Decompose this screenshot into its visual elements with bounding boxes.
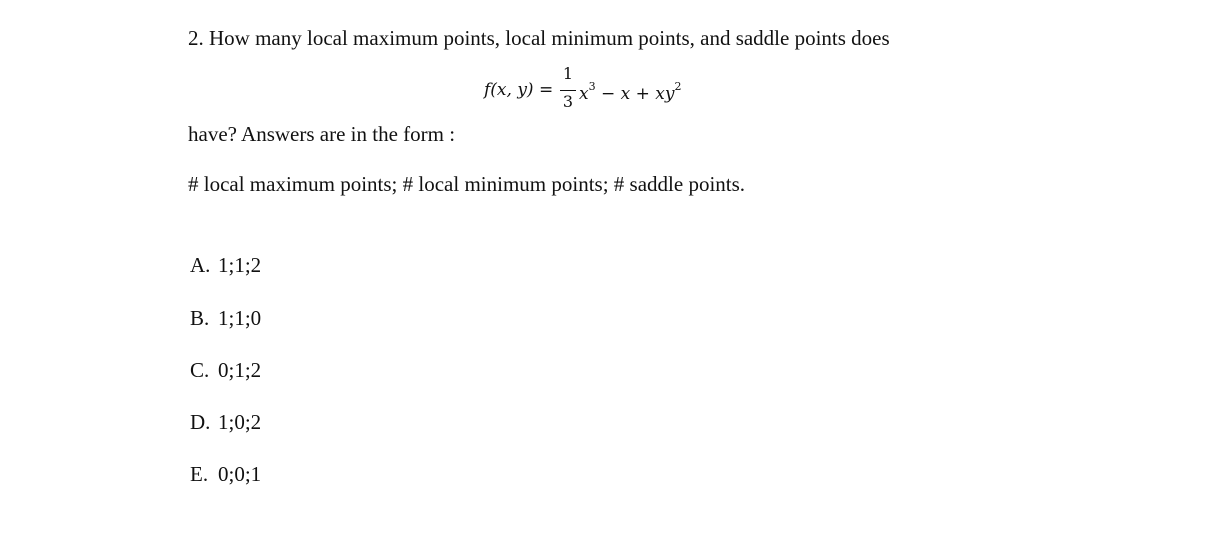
- choice-letter: C.: [190, 358, 210, 382]
- choice-letter: B.: [190, 306, 210, 330]
- choice-letter: A.: [190, 253, 211, 277]
- choice-letter: D.: [190, 410, 211, 434]
- question-prompt: 2. How many local maximum points, local minimum points, and saddle points does: [188, 26, 890, 50]
- choice-d[interactable]: [190, 410, 261, 435]
- rhs-variable: x: [579, 84, 589, 104]
- choice-text: 1;1;2: [218, 253, 262, 277]
- choice-text: 0;0;1: [218, 462, 262, 486]
- choice-e[interactable]: [190, 462, 261, 487]
- formula-rhs: [579, 80, 681, 104]
- choice-a[interactable]: [190, 253, 261, 278]
- choice-b[interactable]: [190, 306, 261, 331]
- formula-lhs: f(x, y) =: [484, 80, 554, 100]
- rhs-exponent: 3: [588, 80, 596, 93]
- fraction-numerator: 1: [562, 64, 574, 83]
- choice-text: 0;1;2: [218, 358, 262, 382]
- question-continuation: have? Answers are in the form :: [188, 122, 456, 146]
- fraction-denominator: 3: [562, 92, 574, 111]
- choice-text: 1;1;0: [218, 306, 262, 330]
- rhs-terms: − x + xy: [595, 84, 675, 104]
- choice-text: 1;0;2: [218, 410, 262, 434]
- choice-letter: E.: [190, 462, 209, 486]
- rhs-exponent-2: 2: [674, 80, 682, 93]
- answer-format: # local maximum points; # local minimum points; # saddle points.: [188, 172, 746, 196]
- choice-c[interactable]: [190, 358, 261, 383]
